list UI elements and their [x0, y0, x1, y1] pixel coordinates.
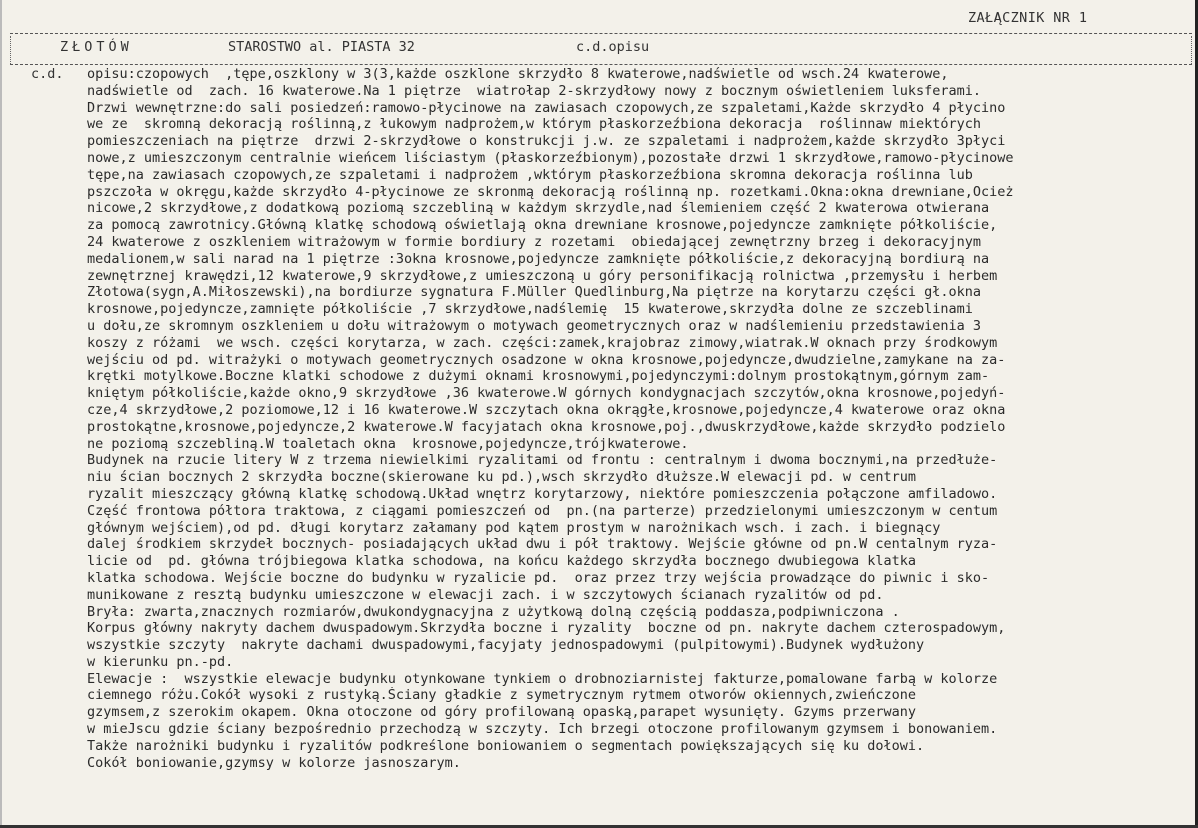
text-line: krosnowe,pojedyncze,zamnięte półkoliście ,7 skrzydłowe,nadślemię 15 kwaterowe,skrzydła dolne ze szczeblinami [87, 301, 973, 318]
text-line: nicowe,2 skrzydłowe,z dodatkową poziomą szczebliną w każdym skrzydle,nad ślemieniem część 2 kwaterowa otwierana [87, 200, 990, 217]
text-line: Część frontowa półtora traktowa, z ciągami pomieszczeń od pn.(na parterze) przedzielonymi umieszczonym w centum [87, 502, 998, 519]
text-line: Drzwi wewnętrzne:do sali posiedzeń:ramowo-płycinowe na zawiasach czopowych,ze szpaletami,Każde skrzydło 4 płycino [87, 99, 1006, 116]
text-line: pomieszczeniach na piętrze drzwi 2-skrzydłowe o konstrukcji j.w. ze szpaletami i nadprożem,każde skrzydło 3płyci [87, 133, 1006, 150]
text-line: tępe,na zawiasach czopowych,ze szpaletami i nadprożem ,wktórym płaskorzeźbiona skromna dekoracja roślinna lub [87, 166, 973, 183]
text-line: Budynek na rzucie litery W z trzema niewielkimi ryzalitami od frontu : centralnym i dwoma bocznymi,na przedłuże- [87, 452, 998, 469]
text-line: cze,4 skrzydłowe,2 poziomowe,12 i 16 kwaterowe.W szczytach okna okrągłe,krosnowe,pojedyncze,4 kwaterowe oraz okna [87, 401, 1006, 418]
text-line: ne poziomą szczebliną.W toaletach okna krosnowe,pojedyncze,trójkwaterowe. [87, 435, 689, 452]
text-line: w mieJscu gdzie ściany bezpośrednio przechodzą w szczyty. Ich brzegi otoczone profilowanym gzymsem i bonowaniem. [87, 721, 998, 738]
text-line: licie od pd. główna trójbiegowa klatka schodowa, na końcu każdego skrzydła bocznego dwubiegowa klatka [87, 553, 917, 570]
text-line: kniętym półkoliście,każde okno,9 skrzydłowe ,36 kwaterowe.W górnych kondygnacjach szczytów,okna krosnowe,pojedyń- [87, 385, 1006, 402]
text-line: głównym wejściem),od pd. długi korytarz załamany pod kątem prostym w narożnikach wsch. i zach. i biegnący [87, 519, 941, 536]
page-left-edge [0, 0, 2, 828]
header-top-rule [10, 33, 1192, 34]
text-line: Elewacje : wszystkie elewacje budynku otynkowane tynkiem o drobnoziarnistej fakturze,pomalowane farbą w kolorze [87, 670, 998, 687]
document-body [87, 66, 1195, 771]
header-bottom-rule [10, 64, 1192, 65]
header-continuation: c.d.opisu [576, 39, 650, 55]
text-line: krętki motylkowe.Boczne klatki schodowe z dużymi oknami krosnowymi,pojedynczymi:dolnym prostokątnym,górnym zam- [87, 368, 990, 385]
text-line: koszy z różami we wsch. części korytarza, w zach. części:zamek,krajobraz zimowy,wiatrak.W oknach przy środkowym [87, 334, 998, 351]
annex-label: ZAŁĄCZNIK NR 1 [968, 10, 1088, 26]
header-address: STAROSTWO al. PIASTA 32 [228, 39, 415, 55]
text-line: prostokątne,krosnowe,pojedyncze,2 kwaterowe.W facyjatach okna krosnowe,poj.,dwuskrzydłowe,każde skrzydło podzielo [87, 418, 1006, 435]
text-line: dalej środkiem skrzydeł bocznych- posiadających układ dwu i pół traktowy. Wejście główne od pn.W centalnym ryza- [87, 536, 998, 553]
text-line: we ze skromną dekoracją roślinną,z łukowym nadprożem,w którym płaskorzeźbiona dekoracja roślinnaw miektórych [87, 116, 982, 133]
text-line: ciemnego różu.Cokół wysoki z rustyką.Ściany gładkie z symetrycznym rytmem otworów okiennych,zwieńczone [87, 687, 917, 704]
text-line: Korpus główny nakryty dachem dwuspadowym.Skrzydła boczne i ryzality boczne od pn. nakryte dachem czterospadowym, [87, 620, 1006, 637]
text-line: klatka schodowa. Wejście boczne do budynku w ryzalicie pd. oraz przez trzy wejścia prowadzące do piwnic i sko- [87, 569, 990, 586]
text-line: w kierunku pn.-pd. [87, 653, 234, 670]
text-line: munikowane z resztą budynku umieszczone w elewacji zach. i w szczytowych ścianach ryzalitów od pd. [87, 586, 884, 603]
text-line: Także narożniki budynku i ryzalitów podkreślone boniowaniem o segmentach powiększających się ku dołowi. [87, 737, 925, 754]
text-line: pszczoła w okręgu,każde skrzydło 4-płycinowe ze skronmą dekoracją roślinną np. rozetkami.Okna:okna drewniane,Ocież [87, 183, 1014, 200]
text-line: medalionem,w sali narad na 1 piętrze :3okna krosnowe,pojedyncze zamknięte półkoliście,z dekoracyjną bordiurą na [87, 250, 990, 267]
text-line: wejściu od pd. witrażyki o motywach geometrycznych osadzone w okna krosnowe,pojedyncze,dwudzielne,zamykane na za- [87, 351, 1006, 368]
header-city: ZŁOTÓW [60, 39, 133, 55]
text-line: nadświetle od zach. 16 kwaterowe.Na 1 piętrze wiatrołap 2-skrzydłowy nowy z bocznym oświetleniem luksferami. [87, 82, 982, 99]
text-line: wszystkie szczyty nakryte dachami dwuspadowymi,facyjaty jednospadowymi (pulpitowymi).Budynek wydłużony [87, 637, 925, 654]
text-line: gzymsem,z szerokim okapem. Okna otoczone od góry profilowaną opaską,parapet wysunięty. Gzyms przerwany [87, 704, 917, 721]
margin-label: c.d. [31, 66, 64, 82]
text-line: Bryła: zwarta,znacznych rozmiarów,dwukondygnacyjna z użytkową dolną częścią poddasza,podpiwniczona . [87, 603, 900, 620]
text-line: 24 kwaterowe z oszkleniem witrażowym w formie bordiury z rozetami obiedającej zewnętrzny brzeg i dekoracyjnym [87, 233, 982, 250]
text-line: opisu:czopowych ,tępe,oszklony w 3(3,każde oszklone skrzydło 8 kwaterowe,nadświetle od wsch.24 kwaterowe, [87, 66, 949, 82]
text-line: ryzalit mieszczący główną klatkę schodową.Układ wnętrz korytarzowy, niektóre pomieszczenia połączone amfiladowo. [87, 485, 998, 502]
header-row [0, 39, 1198, 59]
text-line: u dołu,ze skromnym oszkleniem u dołu witrażowym o motywach geometrycznych oraz w nadślemieniu przedstawienia 3 [87, 317, 982, 334]
text-line: za pomocą zawrotnicy.Główną klatkę schodową oświetlają okna drewniane krosnowe,pojedyncze zamknięte półkoliście, [87, 217, 998, 234]
text-line: Cokół boniowanie,gzymsy w kolorze jasnoszarym. [87, 754, 461, 771]
text-line: niu ścian bocznych 2 skrzydła boczne(skierowane ku pd.),wsch skrzydło dłuższe.W elewacji pd. w centrum [87, 469, 917, 486]
text-line: zewnętrznej krawędzi,12 kwaterowe,9 skrzydłowe,z umieszczoną u góry personifikacją rolnictwa ,przemysłu i herbem [87, 267, 998, 284]
text-line: Złotowa(sygn,A.Miłoszewski),na bordiurze sygnatura F.Müller Quedlinburg,Na piętrze na korytarzu części gł.okna [87, 284, 982, 301]
text-line: nowe,z umieszczonym centralnie wieńcem liściastym (płaskorzeźbionym),pozostałe drzwi 1 skrzydłowe,ramowo-płycinowe [87, 149, 1014, 166]
